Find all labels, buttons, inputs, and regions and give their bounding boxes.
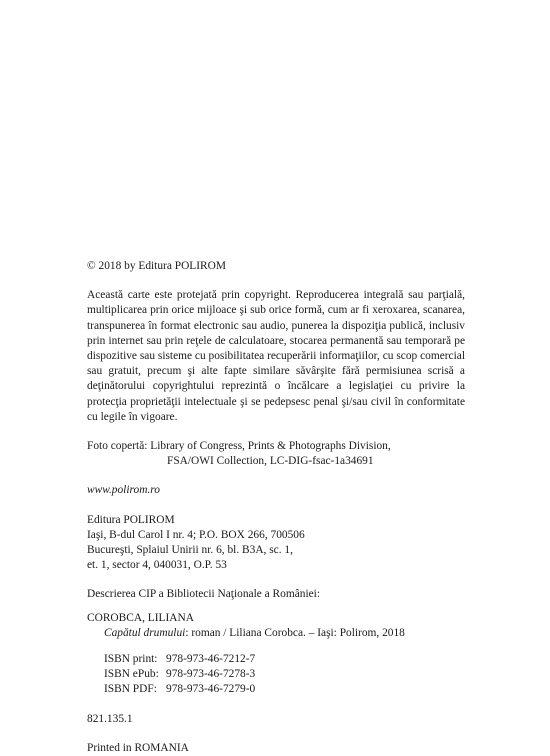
isbn-label: ISBN PDF: <box>104 683 157 696</box>
cip-heading: Descrierea CIP a Bibliotecii Naţionale a României: <box>87 588 321 601</box>
cip-author: COROBCA, LILIANA <box>87 611 194 624</box>
publisher-website: www.polirom.ro <box>87 484 160 497</box>
page-content <box>87 259 465 756</box>
isbn-value: 978-973-46-7278-3 <box>166 668 256 681</box>
cover-photo-line-1: Foto copertă: Library of Congress, Prints & Photographs Division, <box>87 440 391 453</box>
isbn-row <box>104 652 465 667</box>
copyright-line: © 2018 by Editura POLIROM <box>87 260 227 272</box>
cover-photo-credit <box>87 439 465 469</box>
isbn-list <box>87 652 465 698</box>
isbn-label: ISBN print: <box>104 653 158 666</box>
publisher-address-line: et. 1, sector 4, 040031, O.P. 53 <box>87 559 227 572</box>
cip-block <box>87 587 465 726</box>
publisher-address-line: Bucureşti, Splaiul Unirii nr. 6, bl. B3A, sc. 1, <box>87 544 293 557</box>
publisher-block <box>87 513 465 574</box>
isbn-label: ISBN ePub: <box>104 668 159 681</box>
rights-notice: Această carte este protejată prin copyright. Reproducerea integrală sau parţială, multiplicarea prin orice mijloace şi sub orice formă, cum ar fi xeroxarea, scanarea, transpunerea în format electronic sau audio, punerea la dispoziţia publică, inclusiv prin internet sau prin reţele de calculatoare, stocarea permanentă sau temporară pe dispozitive sau sisteme cu posibilitatea recuperării informaţiilor, cu scop comercial sau gratuit, precum şi alte fapte similare săvârşite fără permisiunea scrisă a deţinătorului copyrightului reprezintă o încălcare a legislaţiei cu privire la protecţia proprietăţii intelectuale şi se pedepsesc penal şi/sau civil în conformitate cu legile în vigoare. <box>87 289 465 423</box>
classification-code: 821.135.1 <box>87 712 133 725</box>
isbn-value: 978-973-46-7212-7 <box>166 653 256 666</box>
publisher-name: Editura POLIROM <box>87 513 175 526</box>
publisher-address-line: Iaşi, B-dul Carol I nr. 4; P.O. BOX 266, 700506 <box>87 528 305 541</box>
printed-in: Printed in ROMANIA <box>87 741 189 754</box>
cip-book-title: Capătul drumului <box>104 626 186 639</box>
cip-title-line <box>87 626 465 641</box>
isbn-row <box>104 682 465 697</box>
isbn-value: 978-973-46-7279-0 <box>166 683 256 696</box>
cip-title-rest: : roman / Liliana Corobca. – Iaşi: Polirom, 2018 <box>185 626 405 639</box>
cover-photo-line-2: FSA/OWI Collection, LC-DIG-fsac-1a34691 <box>167 455 374 468</box>
isbn-row <box>104 667 465 682</box>
